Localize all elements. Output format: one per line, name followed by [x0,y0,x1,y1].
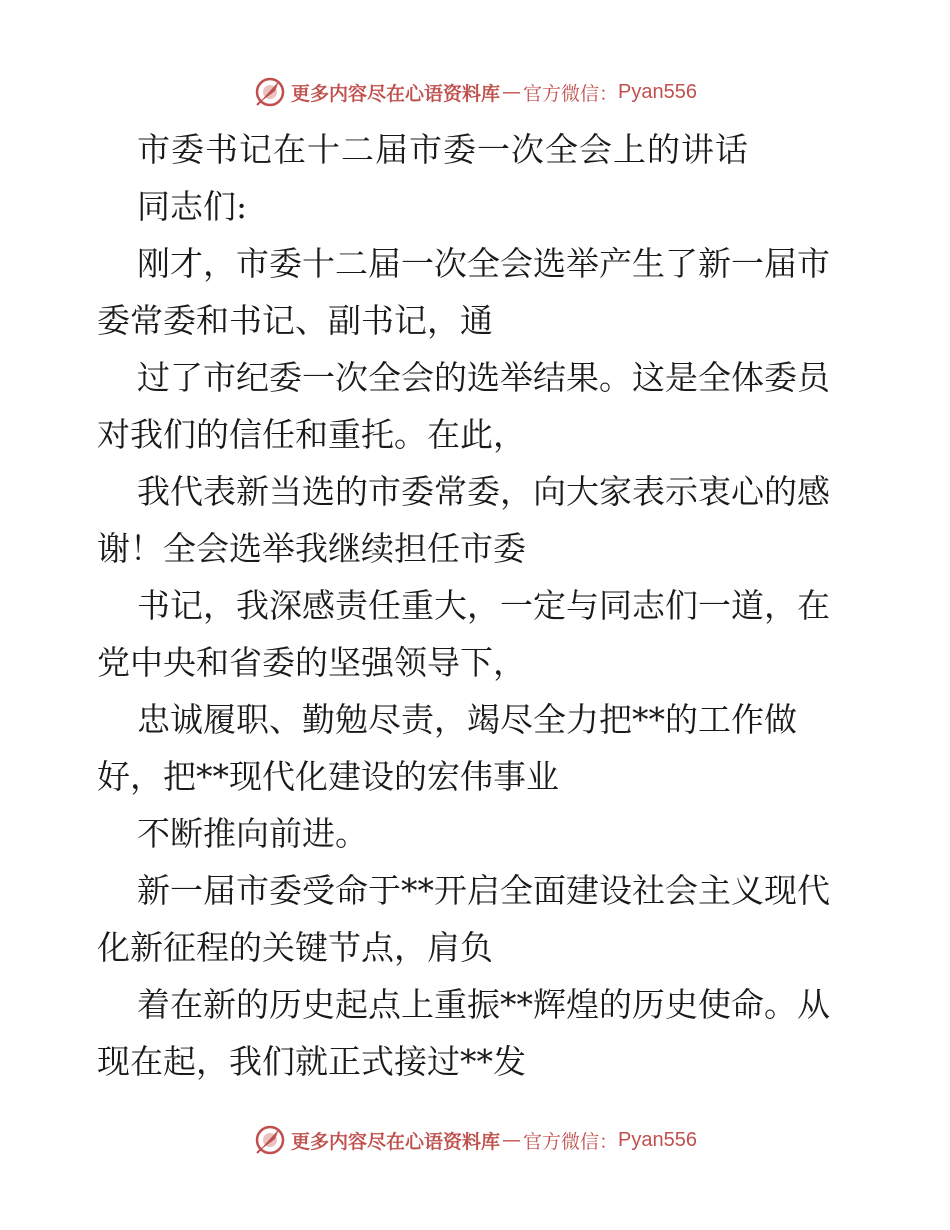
paragraph-line: 书记，我深感责任重大，一定与同志们一道，在 [137,586,830,625]
banner-wechat-id: Pyan556 [618,1128,697,1151]
banner-title: 更多内容尽在心语资料库 [291,1130,501,1153]
quill-logo-icon [253,75,287,109]
paragraph-line: 过了市纪委一次全会的选举结果。这是全体委员 [137,358,830,397]
quill-logo-icon [253,1123,287,1157]
banner-title: 更多内容尽在心语资料库 [291,82,501,105]
paragraph-line: 现在起，我们就正式接过**发 [97,1042,526,1081]
paragraph-line: 化新征程的关键节点，肩负 [97,928,493,967]
document-title: 市委书记在十二届市委一次全会上的讲话 [137,130,749,169]
banner-dash: — [502,1129,522,1151]
paragraph-line: 委常委和书记、副书记，通 [97,301,493,340]
footer-banner [0,1118,950,1162]
paragraph-line: 我代表新当选的市委常委，向大家表示衷心的感 [137,472,830,511]
paragraph-line: 党中央和省委的坚强领导下， [97,643,526,682]
banner-dash: — [502,81,522,103]
paragraph-line: 着在新的历史起点上重振**辉煌的历史使命。从 [137,985,830,1024]
banner-wechat-label: 官方微信： [523,1130,619,1153]
paragraph-line: 刚才，市委十二届一次全会选举产生了新一届市 [137,244,830,283]
paragraph-line: 不断推向前进。 [137,814,368,853]
header-banner [0,70,950,114]
banner-wechat-id: Pyan556 [618,80,697,103]
paragraph-line: 忠诚履职、勤勉尽责，竭尽全力把**的工作做 [137,700,797,739]
paragraph-line: 谢！全会选举我继续担任市委 [97,529,526,568]
salutation: 同志们: [137,187,248,226]
paragraph-line: 新一届市委受命于**开启全面建设社会主义现代 [137,871,830,910]
banner-wechat-label: 官方微信： [523,82,619,105]
paragraph-line: 对我们的信任和重托。在此， [97,415,526,454]
paragraph-line: 好，把**现代化建设的宏伟事业 [97,757,559,796]
